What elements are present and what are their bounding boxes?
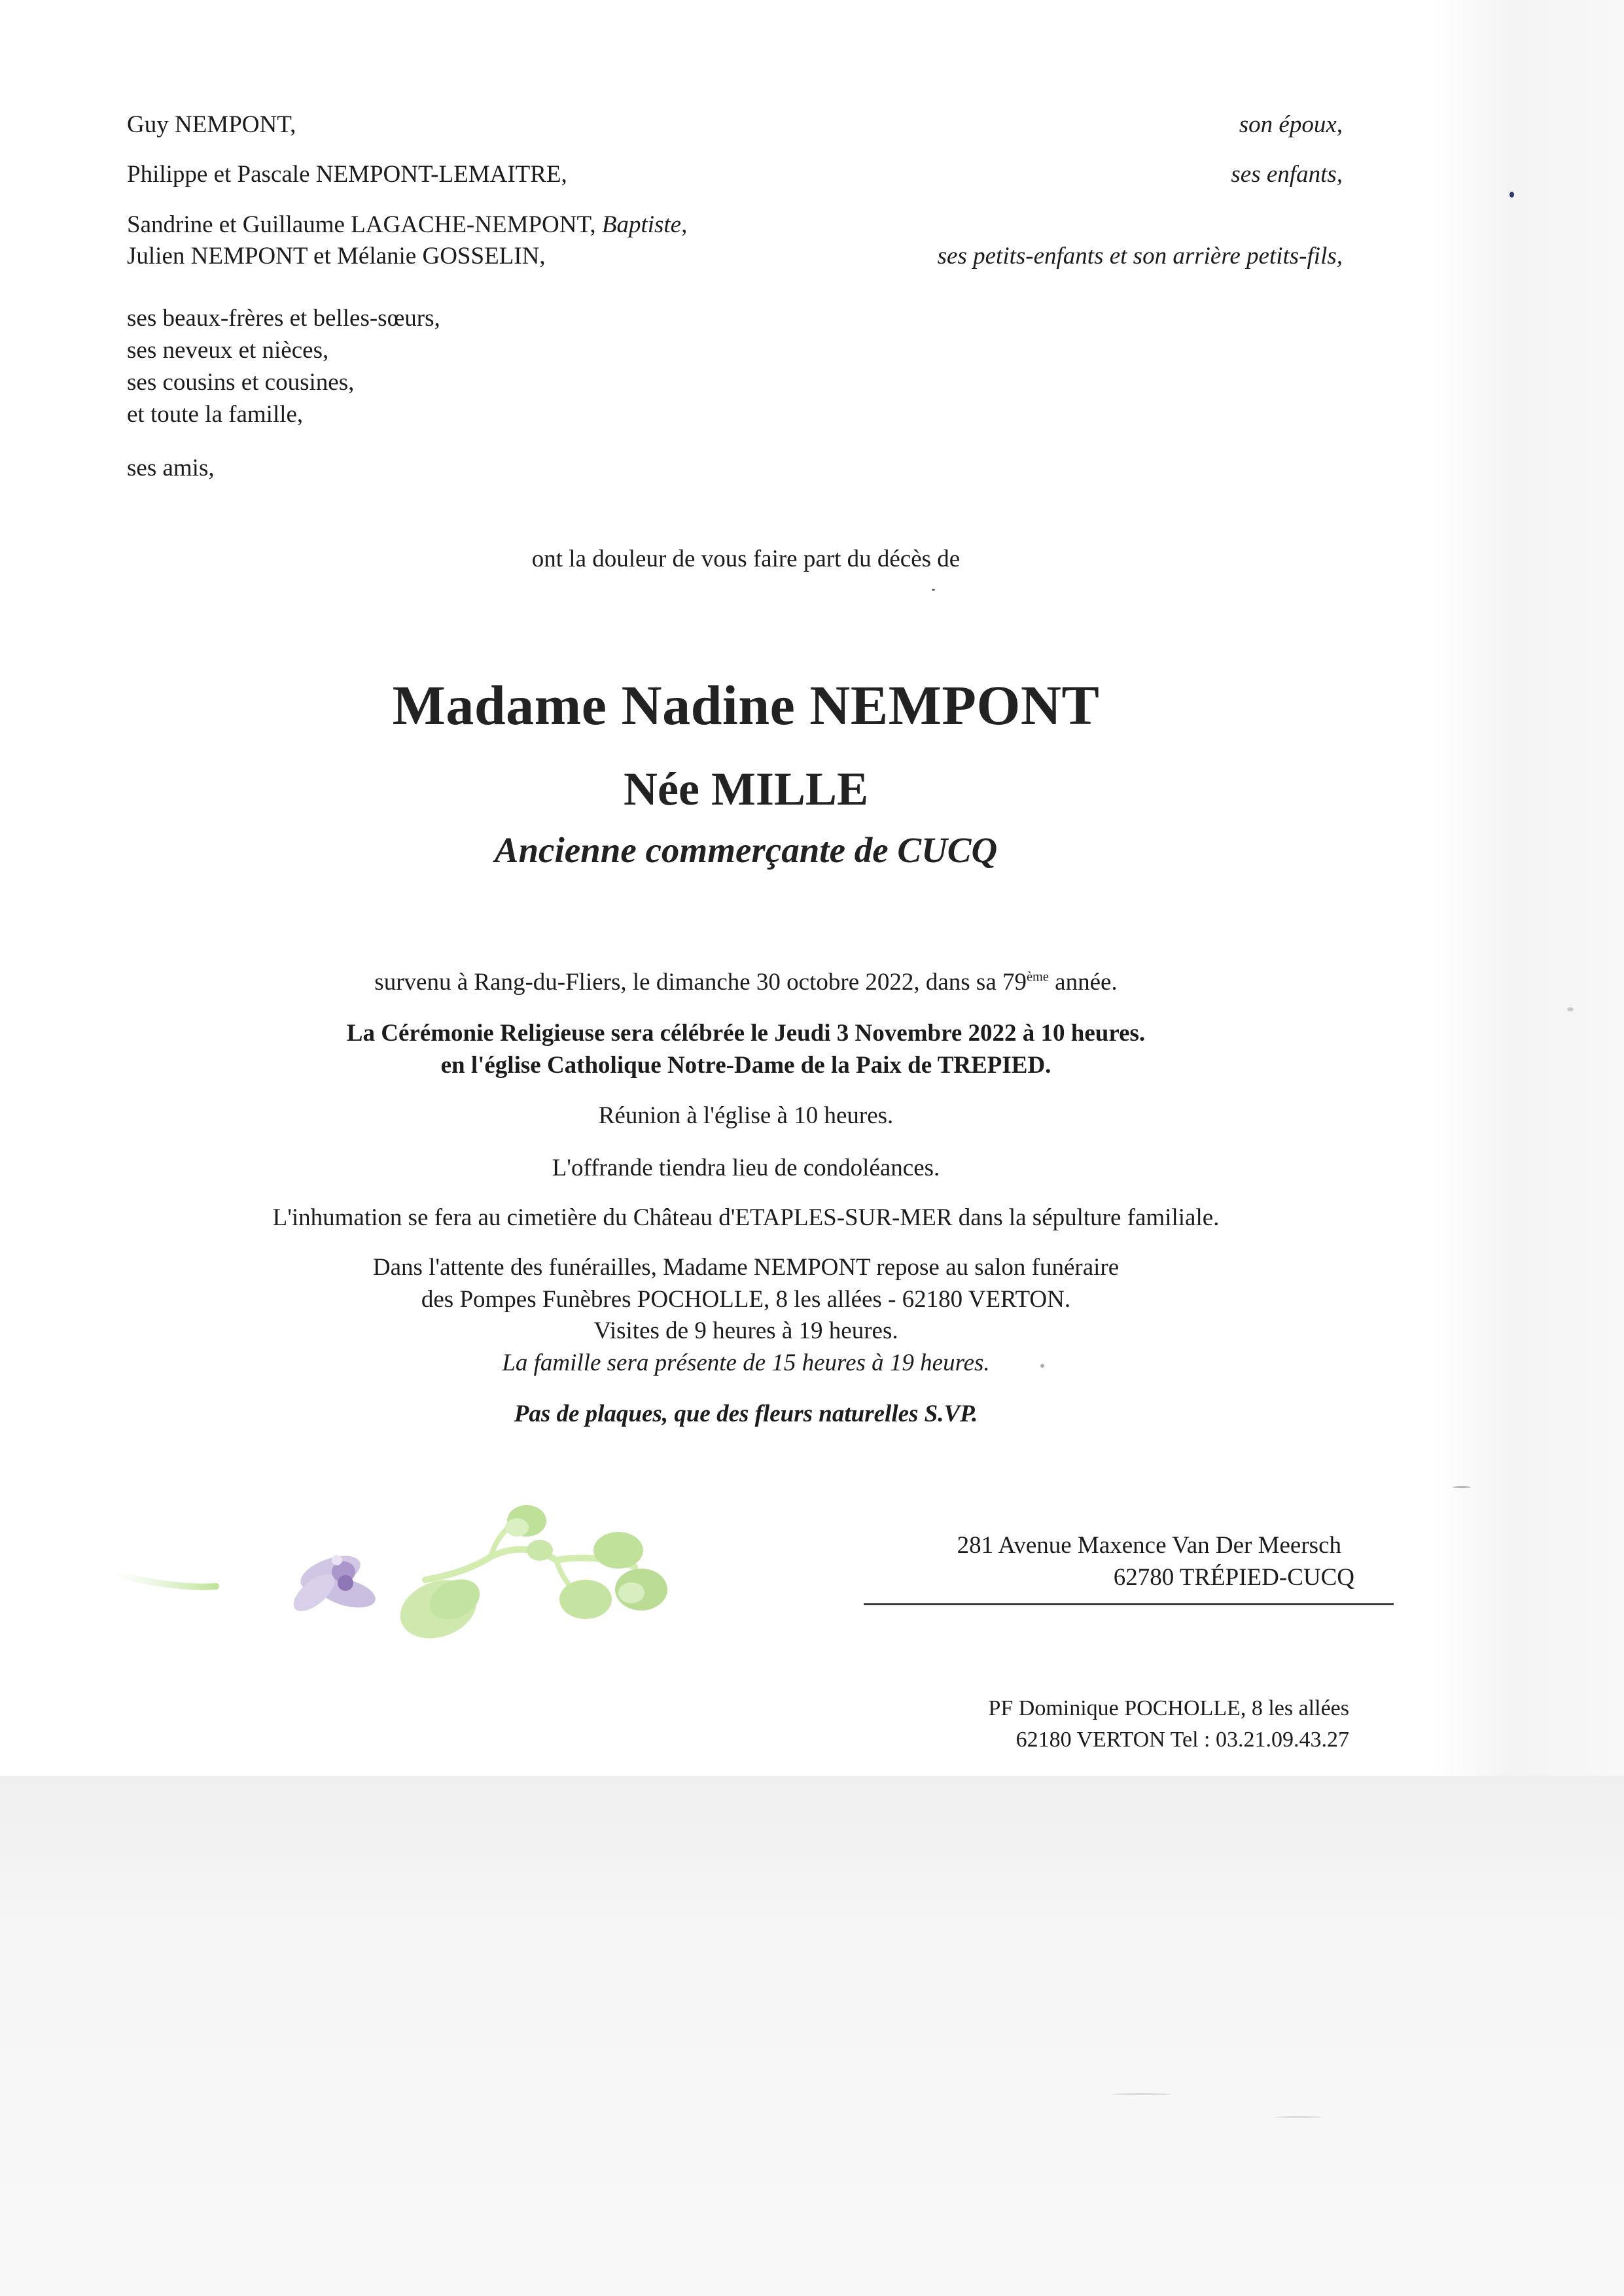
death-details [0,970,1492,994]
address-underline [864,1603,1394,1605]
occupation: Ancienne commerçante de CUCQ [494,830,998,870]
death-text: survenu à Rang-du-Fliers, le dimanche 30 octobre 2022, dans sa 79 [374,969,1027,996]
deceased-name: Madame Nadine NEMPONT [392,674,1100,737]
death-text-end: année. [1048,969,1118,996]
great-grandchild-name: Baptiste, [601,211,688,238]
children-name: Philippe et Pascale NEMPONT-LEMAITRE, [127,161,567,188]
ceremony-line1: La Cérémonie Religieuse sera célébrée le Jeudi 3 Novembre 2022 à 10 heures. [346,1020,1146,1047]
funeral-home-line2: 62180 VERTON Tel : 03.21.09.43.27 [1015,1728,1349,1752]
relatives-item: ses beaux-frères et belles-sœurs, [127,305,440,332]
maiden-name: Née MILLE [624,763,868,815]
scan-edge-shading [1433,0,1624,1779]
stem-left [111,1573,216,1587]
husband-name: Guy NEMPONT, [127,111,296,138]
scan-speck [1567,1007,1574,1011]
offering-line: L'offrande tiendra lieu de condoléances. [552,1155,940,1181]
grandchildren-line2: Julien NEMPONT et Mélanie GOSSELIN, [127,243,546,270]
announcement-line: ont la douleur de vous faire part du décès de [531,546,961,572]
scan-lower-shading [0,1776,1624,2296]
scan-speck [1112,2093,1171,2095]
scan-speck [1276,2116,1322,2118]
friends-line: ses amis, [127,455,215,481]
orchid-decoration [98,1495,720,1658]
burial-line: L'inhumation se fera au cimetière du Château d'ETAPLES-SUR-MER dans la sépulture familiale. [272,1204,1220,1231]
meeting-line: Réunion à l'église à 10 heures. [598,1102,894,1129]
viewing-line1: Dans l'attente des funérailles, Madame NEMPONT repose au salon funéraire [372,1254,1120,1281]
viewing-line4: La famille sera présente de 15 heures à 19 heures. [502,1349,990,1376]
scan-dot [1509,192,1514,198]
orchid-flower-icon [287,1549,378,1618]
grandchildren-line1 [127,213,687,237]
death-superscript: ème [1027,969,1049,984]
relatives-item: ses neveux et nièces, [127,337,329,364]
children-role: ses enfants, [1231,161,1343,188]
viewing-line3: Visites de 9 heures à 19 heures. [593,1317,898,1344]
relatives-item: et toute la famille, [127,401,304,428]
orchid-buds-icon [392,1505,667,1648]
scan-speck [932,589,935,591]
husband-role: son époux, [1239,111,1343,138]
viewing-line2: des Pompes Funèbres POCHOLLE, 8 les allées - 62180 VERTON. [421,1286,1071,1313]
grandchildren-line1-names: Sandrine et Guillaume LAGACHE-NEMPONT, [127,211,596,238]
scan-speck [1040,1364,1044,1368]
scan-speck [1453,1486,1471,1488]
family-address-line2: 62780 TRÉPIED-CUCQ [1113,1564,1354,1591]
relatives-item: ses cousins et cousines, [127,369,355,396]
funeral-home-line1: PF Dominique POCHOLLE, 8 les allées [988,1696,1349,1720]
grandchildren-role: ses petits-enfants et son arrière petits-fils, [937,243,1343,270]
family-address-line1: 281 Avenue Maxence Van Der Meersch [957,1532,1341,1559]
ceremony-line2: en l'église Catholique Notre-Dame de la Paix de TREPIED. [440,1052,1051,1079]
flowers-note: Pas de plaques, que des fleurs naturelles S.VP. [514,1400,978,1427]
